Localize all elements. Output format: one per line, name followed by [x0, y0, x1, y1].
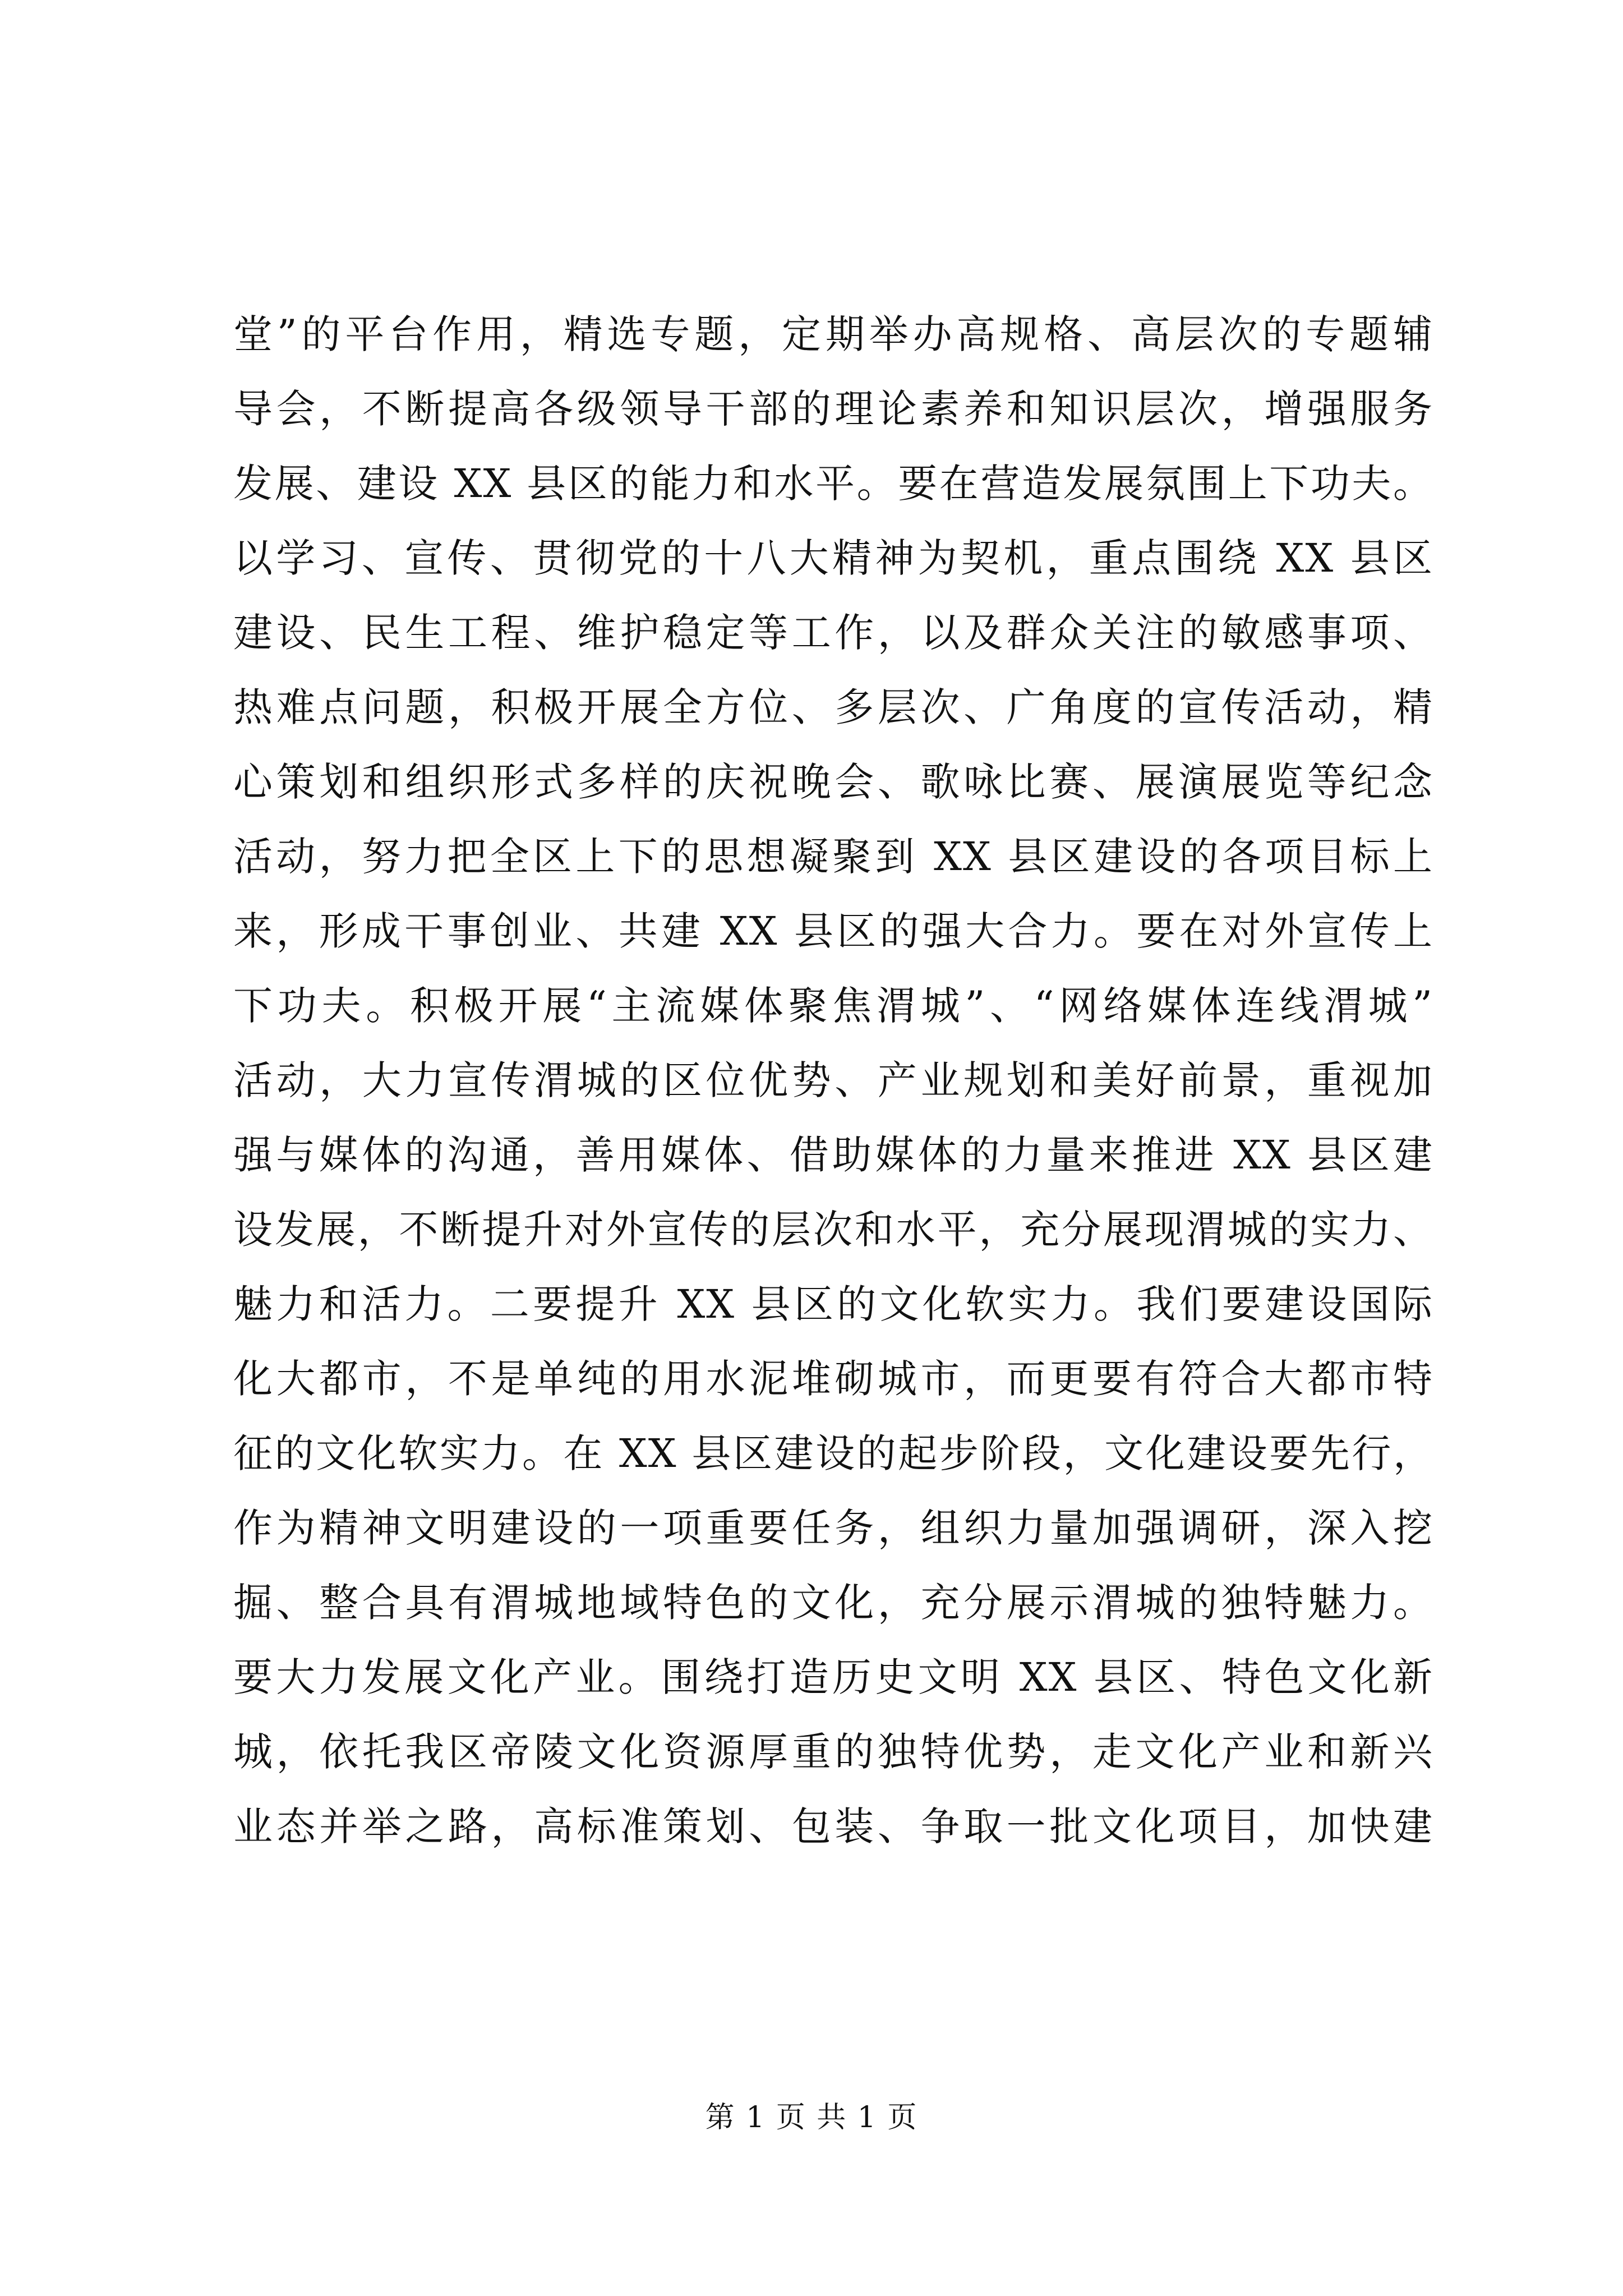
- text-line-7: 心策划和组织形式多样的庆祝晚会、歌咏比赛、展演展览等纪念: [233, 759, 1433, 805]
- text-line-13: 设发展，不断提升对外宣传的层次和水平，充分展现渭城的实力、: [233, 1207, 1433, 1253]
- text-line-11: 活动，大力宣传渭城的区位优势、产业规划和美好前景，重视加: [233, 1057, 1433, 1103]
- text-line-20: 城，依托我区帝陵文化资源厚重的独特优势，走文化产业和新兴: [233, 1729, 1433, 1775]
- text-line-15: 化大都市，不是单纯的用水泥堆砌城市，而更要有符合大都市特: [233, 1356, 1433, 1402]
- text-line-4: 以学习、宣传、贯彻党的十八大精神为契机，重点围绕 XX 县区: [233, 535, 1433, 581]
- text-line-18: 掘、整合具有渭城地域特色的文化，充分展示渭城的独特魅力。: [233, 1580, 1433, 1626]
- text-line-5: 建设、民生工程、维护稳定等工作，以及群众关注的敏感事项、: [233, 610, 1433, 656]
- text-line-10: 下功夫。积极开展“主流媒体聚焦渭城”、“网络媒体连线渭城”: [233, 983, 1433, 1029]
- text-line-12: 强与媒体的沟通，善用媒体、借助媒体的力量来推进 XX 县区建: [233, 1132, 1433, 1178]
- text-line-2: 导会，不断提高各级领导干部的理论素养和知识层次，增强服务: [233, 386, 1433, 432]
- text-line-9: 来，形成干事创业、共建 XX 县区的强大合力。要在对外宣传上: [233, 908, 1433, 954]
- body-text: [233, 297, 1433, 1864]
- text-line-3: 发展、建设 XX 县区的能力和水平。要在营造发展氛围上下功夫。: [233, 461, 1433, 507]
- text-line-16: 征的文化软实力。在 XX 县区建设的起步阶段，文化建设要先行，: [233, 1430, 1433, 1476]
- text-line-21: 业态并举之路，高标准策划、包装、争取一批文化项目，加快建: [233, 1803, 1433, 1849]
- text-line-17: 作为精神文明建设的一项重要任务，组织力量加强调研，深入挖: [233, 1505, 1433, 1551]
- text-line-8: 活动，努力把全区上下的思想凝聚到 XX 县区建设的各项目标上: [233, 834, 1433, 880]
- text-line-14: 魅力和活力。二要提升 XX 县区的文化软实力。我们要建设国际: [233, 1281, 1433, 1327]
- text-line-1: 堂”的平台作用，精选专题，定期举办高规格、高层次的专题辅: [233, 311, 1433, 357]
- text-line-6: 热难点问题，积极开展全方位、多层次、广角度的宣传活动，精: [233, 684, 1433, 730]
- page-footer: 第 1 页 共 1 页: [705, 2101, 918, 2134]
- text-line-19: 要大力发展文化产业。围绕打造历史文明 XX 县区、特色文化新: [233, 1654, 1433, 1700]
